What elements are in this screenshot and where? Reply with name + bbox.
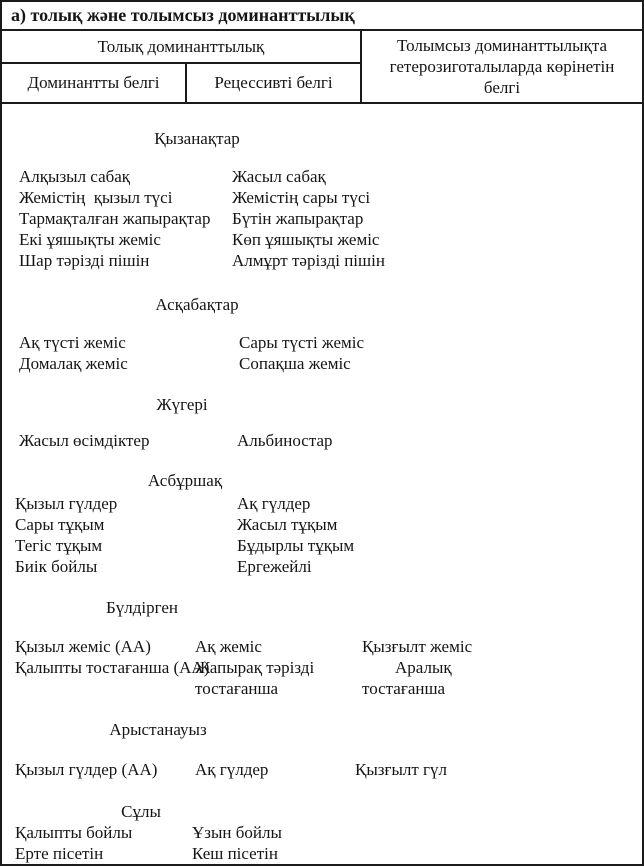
trait-cell: Ергежейлі bbox=[237, 557, 312, 576]
section-title: Сұлы bbox=[121, 802, 161, 821]
trait-cell: Алқызыл сабақ bbox=[19, 167, 131, 186]
trait-cell: Ақ гүлдер bbox=[237, 494, 311, 513]
trait-cell: Қызыл гүлдер bbox=[15, 494, 118, 513]
trait-cell: Ерте пісетін bbox=[15, 844, 104, 863]
trait-cell: Шар тәрізді пішін bbox=[19, 251, 150, 270]
trait-row bbox=[19, 229, 642, 250]
trait-cell: Бүтін жапырақтар bbox=[232, 209, 364, 228]
trait-cell: Қызыл жеміс (АА) bbox=[15, 637, 151, 656]
trait-cell: Биік бойлы bbox=[15, 557, 98, 576]
trait-row bbox=[19, 208, 642, 229]
trait-cell: Қалыпты бойлы bbox=[15, 823, 133, 842]
section-rows bbox=[2, 166, 642, 271]
trait-cell: Ұзын бойлы bbox=[192, 823, 282, 842]
trait-cell: Жемістің сары түсі bbox=[232, 188, 371, 207]
trait-cell: Қалыпты тостағанша (АА) bbox=[15, 658, 210, 677]
table-header-grid bbox=[2, 31, 642, 104]
trait-cell: Жемістің қызыл түсі bbox=[19, 188, 173, 207]
header-incomplete-dominance: Толымсыз доминанттылықта гетерозиготалыларда көрінетін белгі bbox=[360, 31, 642, 102]
trait-row bbox=[15, 636, 642, 657]
trait-row bbox=[15, 759, 642, 780]
trait-row bbox=[15, 822, 642, 843]
trait-cell: Қызғылт жеміс bbox=[362, 637, 473, 656]
trait-row bbox=[19, 166, 642, 187]
section-title: Асқабақтар bbox=[155, 295, 239, 314]
trait-cell: Ақ түсті жеміс bbox=[19, 333, 126, 352]
section-title: Асбұршақ bbox=[147, 471, 223, 490]
trait-cell: Альбиностар bbox=[237, 431, 333, 450]
trait-cell: Сопақша жеміс bbox=[239, 354, 351, 373]
section-tomatoes bbox=[2, 128, 642, 271]
trait-row bbox=[15, 843, 642, 864]
trait-cell: Жапырақ тәрізді bbox=[195, 658, 315, 677]
section-title: Қызанақтар bbox=[154, 129, 240, 148]
section-rows bbox=[2, 332, 642, 374]
trait-cell: Жасыл тұқым bbox=[237, 515, 338, 534]
table-header-title: а) толық және толымсыз доминанттылық bbox=[2, 2, 642, 31]
trait-cell: Аралық bbox=[395, 658, 452, 677]
section-rows bbox=[2, 636, 642, 699]
trait-cell: Тармақталған жапырақтар bbox=[19, 209, 211, 228]
trait-cell: Тегіс тұқым bbox=[15, 536, 103, 555]
trait-row bbox=[15, 535, 642, 556]
section-rows bbox=[2, 493, 642, 577]
trait-cell: тостағанша bbox=[362, 679, 446, 698]
section-rows bbox=[2, 430, 642, 451]
trait-cell: Алмұрт тәрізді пішін bbox=[232, 251, 385, 270]
trait-row bbox=[15, 493, 642, 514]
trait-row bbox=[19, 353, 642, 374]
trait-cell: Қызыл гүлдер (АА) bbox=[15, 760, 158, 779]
trait-cell: Екі ұяшықты жеміс bbox=[19, 230, 161, 249]
trait-cell: Домалақ жеміс bbox=[19, 354, 128, 373]
section-oats bbox=[2, 801, 642, 864]
trait-cell: Ақ жеміс bbox=[195, 637, 262, 656]
trait-cell: Жасыл сабақ bbox=[232, 167, 326, 186]
header-left-group bbox=[2, 31, 360, 102]
trait-row bbox=[15, 514, 642, 535]
trait-row bbox=[19, 430, 642, 451]
section-pumpkins bbox=[2, 294, 642, 374]
trait-cell: Қызғылт гүл bbox=[355, 760, 447, 779]
trait-row bbox=[19, 187, 642, 208]
trait-row bbox=[19, 332, 642, 353]
trait-row bbox=[15, 657, 642, 678]
trait-cell: Бұдырлы тұқым bbox=[237, 536, 355, 555]
section-snapdragon bbox=[2, 719, 642, 780]
trait-row bbox=[15, 556, 642, 577]
trait-cell: Ақ гүлдер bbox=[195, 760, 269, 779]
section-strawberry bbox=[2, 597, 642, 699]
section-title: Арыстанауыз bbox=[109, 720, 207, 739]
trait-cell: Сары түсті жеміс bbox=[239, 333, 365, 352]
header-subcolumns bbox=[2, 64, 360, 102]
trait-cell: Кеш пісетін bbox=[192, 844, 278, 863]
trait-cell: Жасыл өсімдіктер bbox=[19, 431, 150, 450]
section-title: Жүгері bbox=[156, 395, 208, 414]
section-rows bbox=[2, 759, 642, 780]
table-body bbox=[2, 104, 642, 864]
trait-row bbox=[19, 250, 642, 271]
trait-cell: Көп ұяшықты жеміс bbox=[232, 230, 380, 249]
trait-cell: Сары тұқым bbox=[15, 515, 105, 534]
header-complete-dominance: Толық доминанттылық bbox=[2, 31, 360, 64]
section-corn bbox=[2, 394, 642, 451]
trait-cell: тостағанша bbox=[195, 679, 279, 698]
header-recessive-trait: Рецессивті белгі bbox=[214, 73, 333, 92]
section-title: Бүлдірген bbox=[105, 598, 178, 617]
header-dominant-trait: Доминантты белгі bbox=[2, 64, 187, 102]
trait-cell bbox=[15, 678, 195, 699]
section-peas bbox=[2, 470, 642, 577]
section-rows bbox=[2, 822, 642, 864]
trait-row bbox=[15, 678, 642, 699]
